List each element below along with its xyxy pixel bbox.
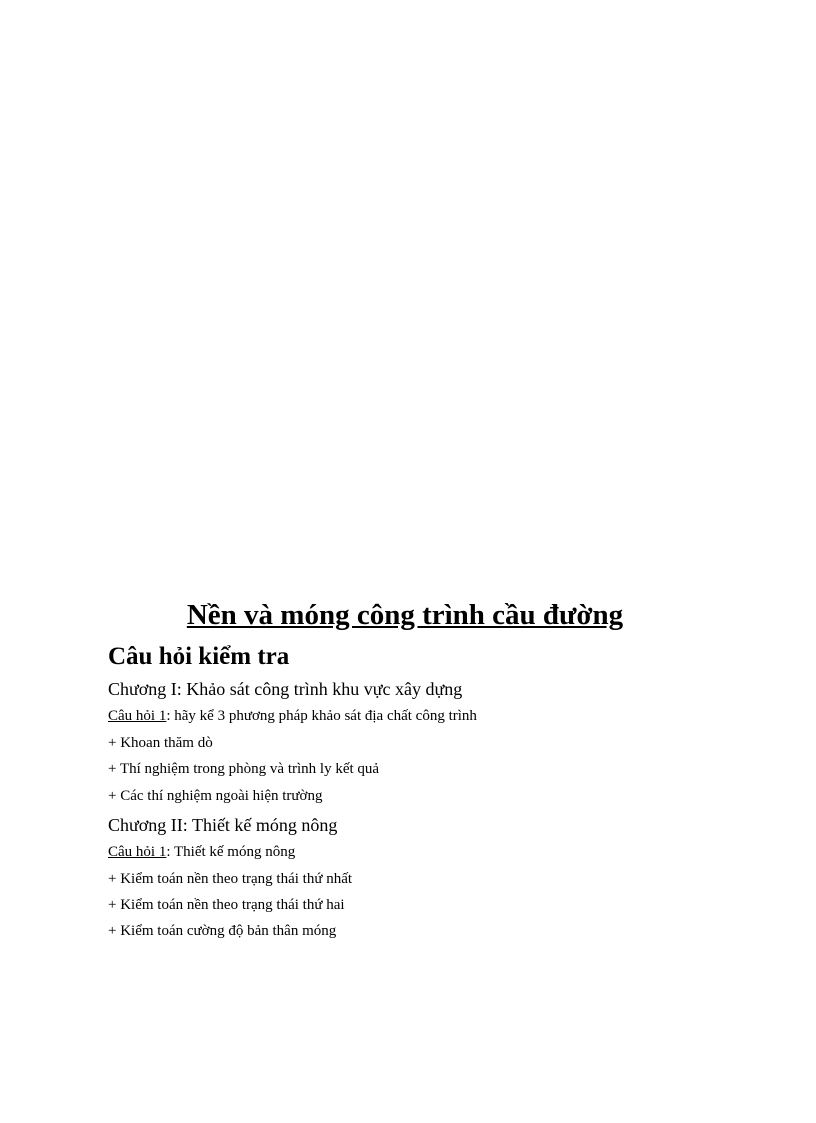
question-text: : Thiết kế móng nông (166, 844, 296, 860)
document-title: Nền và móng công trình cầu đường (186, 599, 624, 631)
question-text: : hãy kể 3 phương pháp khảo sát địa chất công trình (166, 708, 477, 724)
chapter-1-heading: Chương I: Khảo sát công trình khu vực xây dựng (108, 679, 463, 699)
document-subtitle: Câu hỏi kiểm tra (108, 643, 290, 670)
list-item: + Các thí nghiệm ngoài hiện trường (108, 788, 323, 804)
list-item: + Kiểm toán cường độ bản thân móng (108, 923, 337, 939)
list-item: + Khoan thăm dò (108, 735, 213, 751)
list-item: + Kiểm toán nền theo trạng thái thứ nhất (108, 871, 353, 887)
question-label: Câu hỏi 1 (108, 844, 167, 860)
chapter-2-heading: Chương II: Thiết kế móng nông (108, 815, 338, 835)
list-item: + Thí nghiệm trong phòng và trình ly kết quả (108, 761, 380, 777)
chapter-2-question (108, 842, 295, 862)
question-label: Câu hỏi 1 (108, 708, 167, 724)
chapter-1-question (108, 706, 477, 726)
list-item: + Kiểm toán nền theo trạng thái thứ hai (108, 897, 345, 913)
